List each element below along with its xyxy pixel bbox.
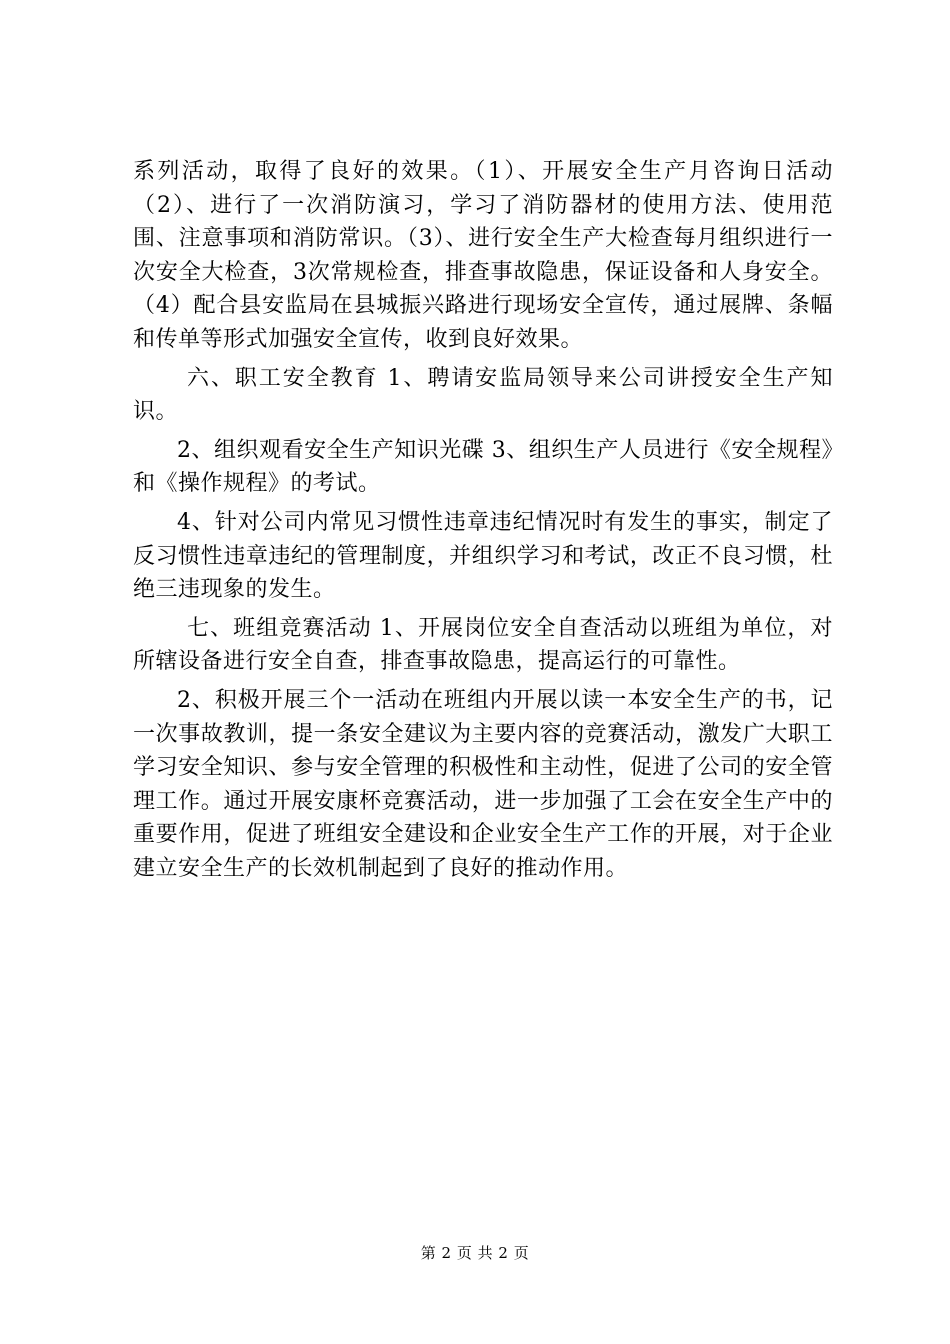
paragraph-staff-education: 六、职工安全教育 1、聘请安监局领导来公司讲授安全生产知识。 <box>133 365 833 425</box>
paragraph-three-ones: 2、积极开展三个一活动在班组内开展以读一本安全生产的书，记一次事故教训，提一条安全建议为主要内容的竞赛活动，激发广大职工学习安全知识、参与安全管理的积极性和主动性，促进了公司的安全管理工作。通过开展安康杯竞赛活动，进一步加强了工会在安全生产中的重要作用，促进了班组安全建设和企业安全生产工作的开展，对于企业建立安全生产的长效机制起到了良好的推动作用。 <box>133 687 833 881</box>
document-body <box>133 155 833 885</box>
paragraph-activities: 系列活动，取得了良好的效果。（1）、开展安全生产月咨询日活动（2）、进行了一次消防演习，学习了消防器材的使用方法、使用范围、注意事项和消防常识。（3）、进行安全生产大检查每月组织进行一次安全大检查，3次常规检查，排查事故隐患，保证设备和人身安全。（4）配合县安监局在县城振兴路进行现场安全宣传，通过展牌、条幅和传单等形式加强安全宣传，收到良好效果。 <box>133 159 833 352</box>
page-number-footer: 第 2 页 共 2 页 <box>420 1244 530 1262</box>
paragraph-team-competition: 七、班组竞赛活动 1、开展岗位安全自查活动以班组为单位，对所辖设备进行安全自查，排查事故隐患，提高运行的可靠性。 <box>133 615 833 675</box>
paragraph-habit-violations: 4、针对公司内常见习惯性违章违纪情况时有发生的事实，制定了反习惯性违章违纪的管理制度，并组织学习和考试，改正不良习惯，杜绝三违现象的发生。 <box>133 509 833 603</box>
paragraph-training-exam: 2、组织观看安全生产知识光碟 3、组织生产人员进行《安全规程》和《操作规程》的考试。 <box>133 437 833 497</box>
